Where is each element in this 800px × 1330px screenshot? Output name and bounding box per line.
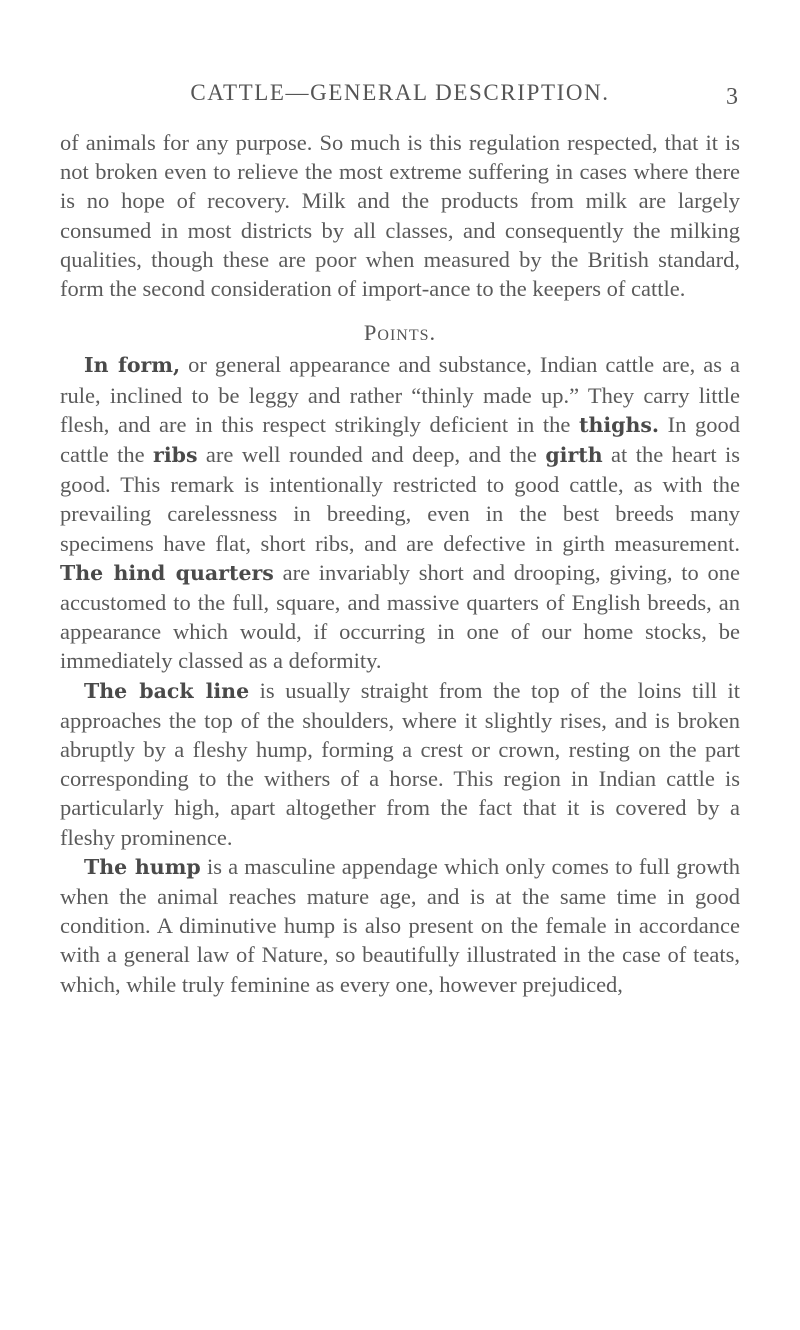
section-heading-points: Points.	[363, 320, 437, 346]
paragraph-points-form	[60, 350, 740, 675]
keyword-thighs: thighs.	[578, 412, 660, 437]
keyword-hump: The hump	[84, 854, 201, 879]
keyword-hind-quarters: The hind quarters	[60, 560, 274, 585]
keyword-ribs: ribs	[153, 443, 198, 468]
running-title: CATTLE—GENERAL DESCRIPTION.	[190, 80, 610, 105]
paragraph-continuation: of animals for any purpose. So much is this regulation respected, that it is not broken even to relieve the most extreme suffering in cases where there is no hope of recovery. Milk and the products from milk are largely consumed in most districts by all classes, and consequently the milking qualities, though these are poor when measured by the British standard, form the second consideration of import-ance to the keepers of cattle.	[60, 130, 740, 302]
keyword-back-line: The back line	[84, 678, 250, 703]
page-number: 3	[726, 84, 738, 110]
body-text	[60, 128, 740, 999]
paragraph-hump	[60, 852, 740, 999]
text-run: or general appearance and substance, Indian cattle are, as a rule, inclined to be leggy and rather “thinly made up.” They carry little flesh, and are in this respect strikingly deficient in the	[60, 352, 740, 437]
text-run: at the heart is good. This remark is intentionally restricted to good cattle, as with the prevailing carelessness in breeding, even in the best breeds many specimens have flat, short ribs, and are defective in girth measurement.	[60, 442, 741, 556]
text-run: are invariably short and drooping, giving, to one accustomed to the full, square, and massive quarters of English breeds, an appearance which would, if occurring in one of our home stocks, be immediately classed as a deformity.	[60, 559, 740, 674]
keyword-girth: girth	[545, 443, 603, 468]
text-run: is a masculine appendage which only comes to full growth when the animal reaches mature age, and is at the same time in good condition. A diminutive hump is also present on the female in accordance with a general law of Nature, so beautifully illustrated in the case of teats, which, while truly feminine as every one, however prejudiced,	[60, 853, 740, 997]
text-run: is usually straight from the top of the loins till it approaches the top of the shoulders, where it slightly rises, and is broken abruptly by a fleshy hump, forming a crest or crown, resting on the part corresponding to the withers of a horse. This region in Indian cattle is particularly high, apart altogether from the fact that it is covered by a fleshy prominence.	[60, 677, 740, 850]
paragraph-back-line	[60, 676, 740, 852]
text-run: In good cattle the	[60, 411, 741, 468]
text-run: are well rounded and deep, and the	[197, 442, 546, 468]
running-head	[60, 78, 740, 114]
keyword-in-form: In form,	[84, 353, 181, 378]
